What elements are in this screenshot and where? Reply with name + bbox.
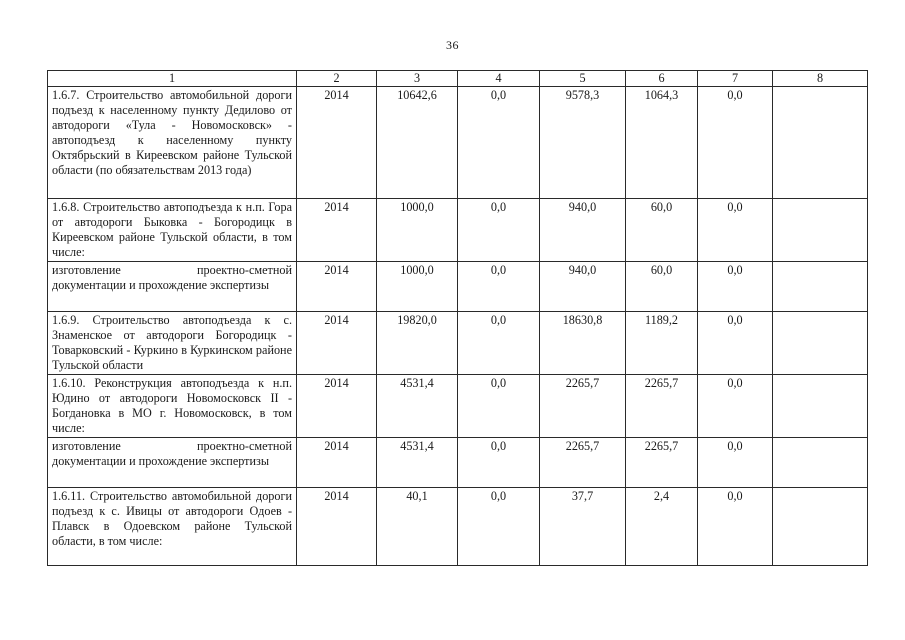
cell-year: 2014 [297, 199, 377, 262]
row-description: 1.6.11. Строительство автомобильной дороги подъезд к с. Ивицы от автодороги Одоев - Плавск в Одоевском районе Тульской области, в том числе: [48, 488, 297, 566]
cell-col-5: 940,0 [540, 262, 626, 312]
cell-col-7: 0,0 [698, 375, 773, 438]
cell-col-5: 940,0 [540, 199, 626, 262]
program-table [47, 70, 868, 566]
table-row [48, 199, 868, 262]
cell-col-8 [773, 375, 868, 438]
cell-col-7: 0,0 [698, 312, 773, 375]
header-col-5: 5 [540, 71, 626, 87]
cell-col-6: 2265,7 [626, 375, 698, 438]
header-col-2: 2 [297, 71, 377, 87]
cell-col-7: 0,0 [698, 488, 773, 566]
cell-col-5: 2265,7 [540, 375, 626, 438]
cell-col-8 [773, 87, 868, 199]
header-col-3: 3 [377, 71, 458, 87]
cell-col-4: 0,0 [458, 488, 540, 566]
row-description: изготовление проектно-сметной документации и прохождение экспертизы [48, 438, 297, 488]
cell-col-3: 4531,4 [377, 438, 458, 488]
table-row [48, 262, 868, 312]
cell-col-3: 1000,0 [377, 199, 458, 262]
cell-col-4: 0,0 [458, 87, 540, 199]
table-row [48, 488, 868, 566]
table-row [48, 375, 868, 438]
cell-year: 2014 [297, 488, 377, 566]
cell-col-6: 2265,7 [626, 438, 698, 488]
page-number: 36 [446, 38, 459, 52]
cell-col-3: 19820,0 [377, 312, 458, 375]
cell-col-6: 1064,3 [626, 87, 698, 199]
cell-year: 2014 [297, 87, 377, 199]
row-description: 1.6.8. Строительство автоподъезда к н.п. Гора от автодороги Быковка - Богородицк в Киреевском районе Тульской области, в том числе: [48, 199, 297, 262]
cell-col-3: 4531,4 [377, 375, 458, 438]
row-description: 1.6.9. Строительство автоподъезда к с. Знаменское от автодороги Богородицк - Товарковский - Куркино в Куркинском районе Тульской области [48, 312, 297, 375]
cell-col-4: 0,0 [458, 262, 540, 312]
cell-year: 2014 [297, 312, 377, 375]
cell-col-4: 0,0 [458, 312, 540, 375]
cell-col-6: 60,0 [626, 199, 698, 262]
cell-col-8 [773, 438, 868, 488]
cell-col-3: 1000,0 [377, 262, 458, 312]
cell-col-4: 0,0 [458, 199, 540, 262]
cell-year: 2014 [297, 438, 377, 488]
cell-col-7: 0,0 [698, 262, 773, 312]
header-col-4: 4 [458, 71, 540, 87]
cell-col-3: 40,1 [377, 488, 458, 566]
cell-col-6: 60,0 [626, 262, 698, 312]
cell-col-7: 0,0 [698, 87, 773, 199]
cell-col-4: 0,0 [458, 375, 540, 438]
header-col-8: 8 [773, 71, 868, 87]
cell-col-8 [773, 488, 868, 566]
cell-col-3: 10642,6 [377, 87, 458, 199]
cell-year: 2014 [297, 375, 377, 438]
cell-col-5: 37,7 [540, 488, 626, 566]
cell-col-8 [773, 199, 868, 262]
header-col-1: 1 [48, 71, 297, 87]
cell-col-4: 0,0 [458, 438, 540, 488]
cell-col-5: 9578,3 [540, 87, 626, 199]
header-col-7: 7 [698, 71, 773, 87]
cell-col-6: 1189,2 [626, 312, 698, 375]
table-row [48, 312, 868, 375]
cell-col-8 [773, 262, 868, 312]
cell-col-5: 2265,7 [540, 438, 626, 488]
cell-col-7: 0,0 [698, 199, 773, 262]
row-description: изготовление проектно-сметной документации и прохождение экспертизы [48, 262, 297, 312]
table-row [48, 438, 868, 488]
table-row [48, 87, 868, 199]
header-row [48, 71, 868, 87]
row-description: 1.6.7. Строительство автомобильной дороги подъезд к населенному пункту Дедилово от автодороги «Тула - Новомосковск» - автоподъезд к населенному пункту Октябрьский в Киреевском районе Тульской области (по обязательствам 2013 года) [48, 87, 297, 199]
cell-col-6: 2,4 [626, 488, 698, 566]
cell-col-8 [773, 312, 868, 375]
cell-col-5: 18630,8 [540, 312, 626, 375]
cell-col-7: 0,0 [698, 438, 773, 488]
cell-year: 2014 [297, 262, 377, 312]
row-description: 1.6.10. Реконструкция автоподъезда к н.п. Юдино от автодороги Новомосковск II - Богдановка в МО г. Новомосковск, в том числе: [48, 375, 297, 438]
header-col-6: 6 [626, 71, 698, 87]
